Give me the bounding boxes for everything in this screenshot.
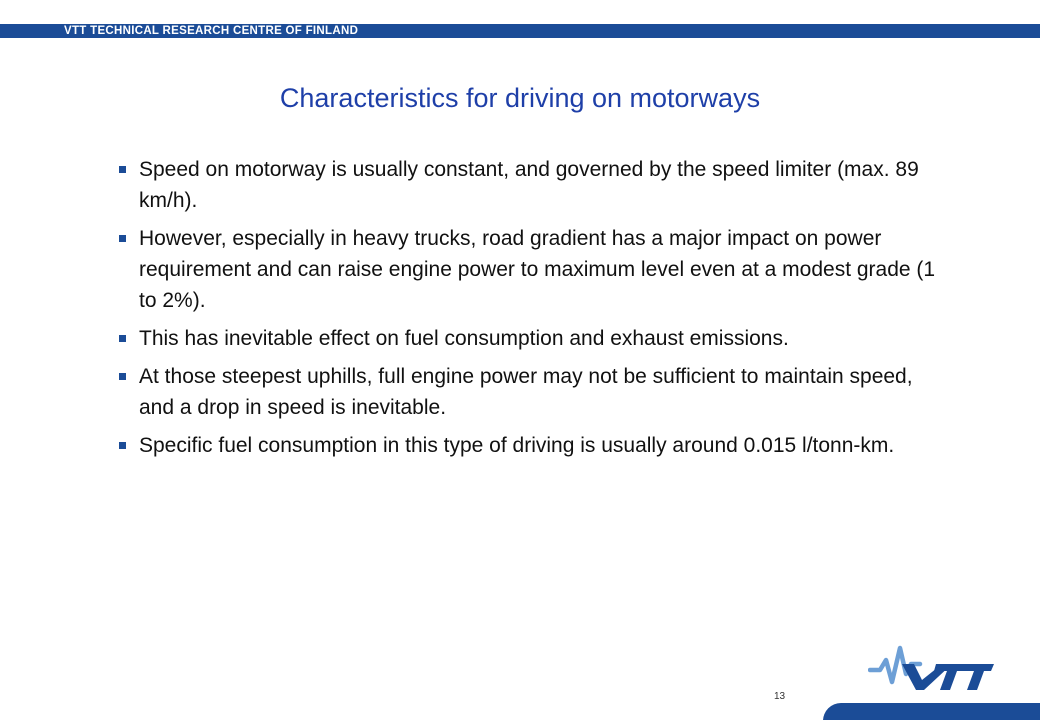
bullet-text: Specific fuel consumption in this type of driving is usually around 0.015 l/tonn-km. (139, 434, 895, 457)
bullet-text: Speed on motorway is usually constant, and governed by the speed limiter (max. 89 km/h). (139, 158, 919, 212)
bullet-square-icon (119, 335, 126, 342)
organization-name: VTT TECHNICAL RESEARCH CENTRE OF FINLAND (64, 25, 359, 37)
bullet-square-icon (119, 373, 126, 380)
bullet-text: At those steepest uphills, full engine power may not be sufficient to maintain speed, and a drop in speed is inevitable. (139, 365, 913, 419)
bullet-square-icon (119, 166, 126, 173)
bullet-item (118, 154, 938, 216)
bullet-item (118, 223, 938, 316)
page-number: 13 (774, 691, 786, 702)
bullet-item (118, 430, 938, 461)
bullet-text: However, especially in heavy trucks, road gradient has a major impact on power requirement and can raise engine power to maximum level even at a modest grade (1 to 2%). (139, 227, 936, 312)
bullet-text: This has inevitable effect on fuel consumption and exhaust emissions. (139, 327, 789, 350)
bullet-square-icon (119, 235, 126, 242)
vtt-logo (868, 642, 994, 692)
slide-title: Characteristics for driving on motorways (279, 83, 761, 113)
bullet-list (118, 154, 938, 468)
bullet-item (118, 361, 938, 423)
footer-tab (823, 703, 1040, 720)
bullet-item (118, 323, 938, 354)
bullet-square-icon (119, 442, 126, 449)
